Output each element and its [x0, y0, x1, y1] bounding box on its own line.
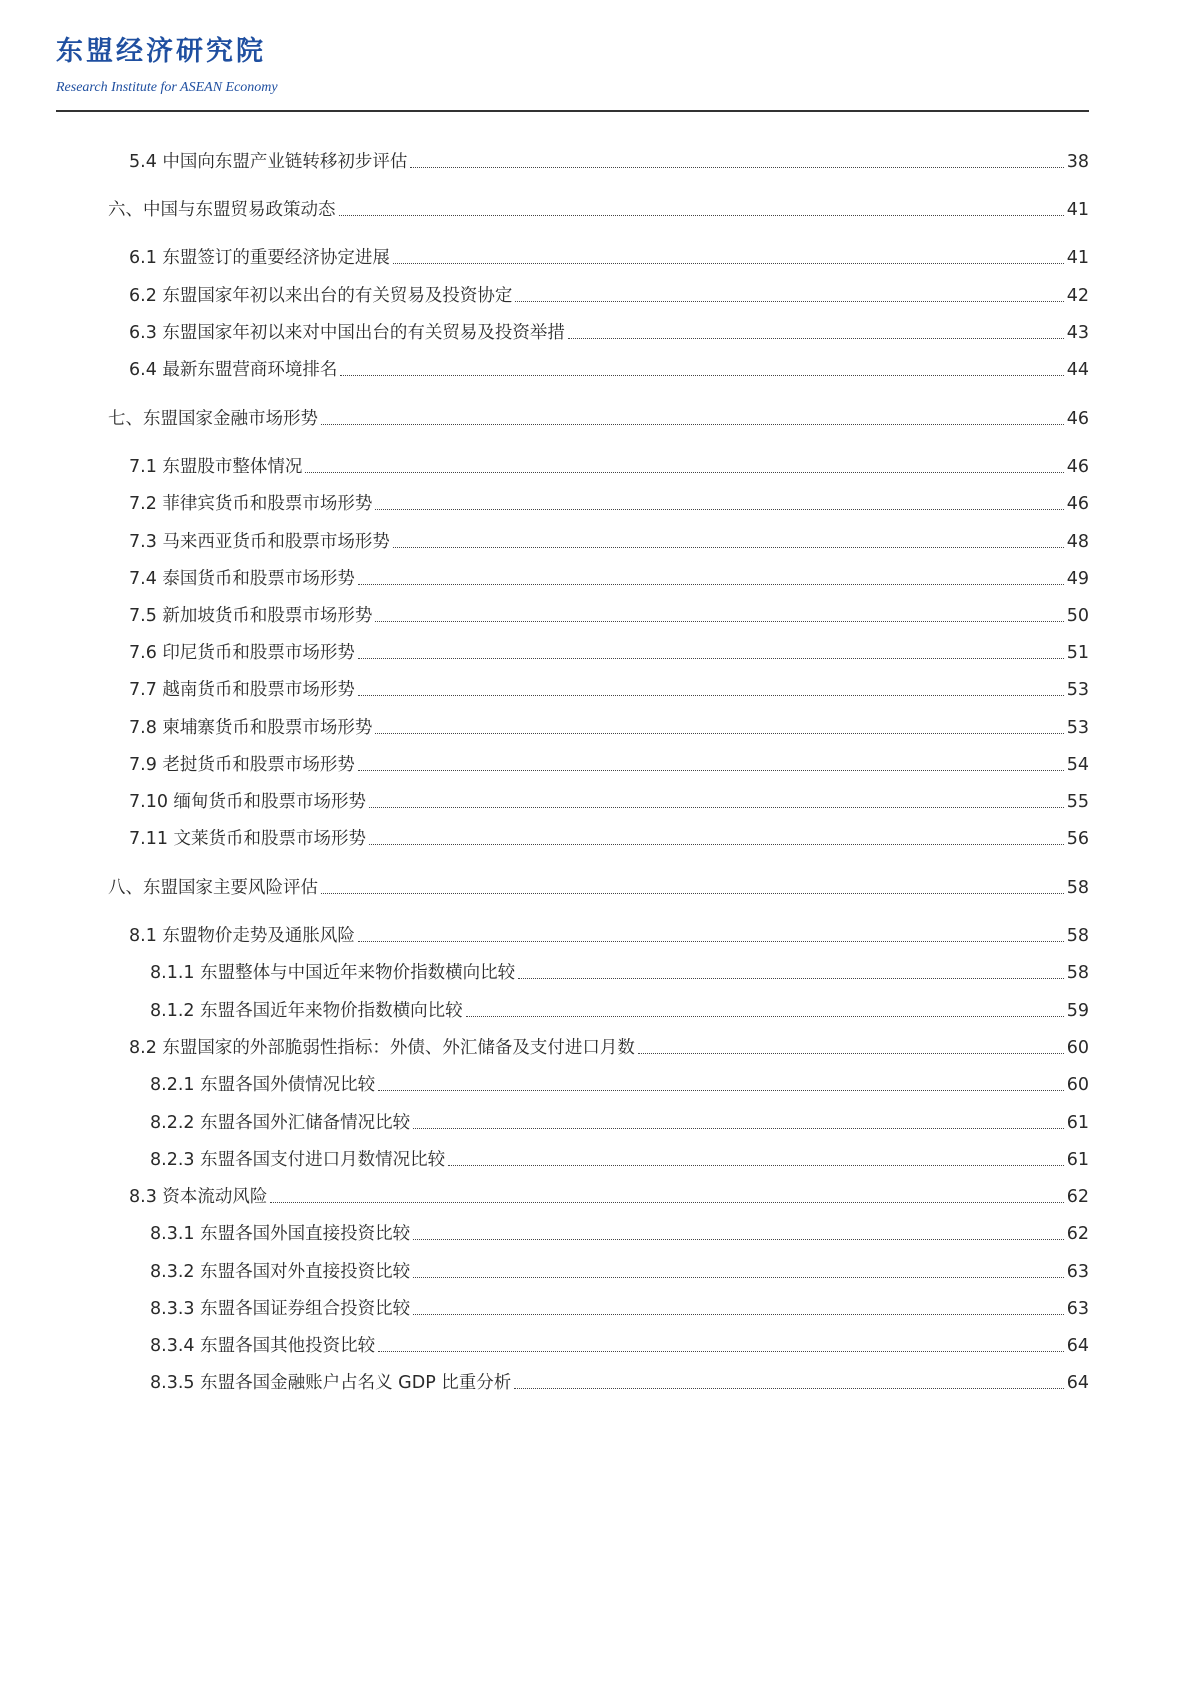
toc-entry[interactable] [150, 1371, 1089, 1395]
toc-dot-leader [321, 893, 1064, 894]
toc-entry-title: 7.9 老挝货币和股票市场形势 [129, 755, 355, 775]
toc-page-number: 41 [1066, 248, 1089, 268]
toc-page-number: 42 [1066, 286, 1089, 306]
toc-entry-title: 8.3.4 东盟各国其他投资比较 [150, 1336, 376, 1356]
toc-dot-leader [393, 263, 1064, 264]
toc-dot-leader [375, 733, 1063, 734]
toc-entry-title: 8.2.2 东盟各国外汇储备情况比较 [150, 1113, 411, 1133]
toc-entry-title: 8.2.3 东盟各国支付进口月数情况比较 [150, 1150, 446, 1170]
toc-dot-leader [448, 1165, 1064, 1166]
toc-page-number: 53 [1066, 718, 1089, 738]
toc-entry[interactable] [129, 284, 1089, 308]
toc-page-number: 49 [1066, 569, 1089, 589]
toc-dot-leader [514, 1388, 1063, 1389]
toc-entry[interactable] [129, 1036, 1089, 1060]
toc-entry-title: 6.1 东盟签订的重要经济协定进展 [129, 248, 390, 268]
toc-entry-title: 8.1 东盟物价走势及通胀风险 [129, 926, 355, 946]
toc-dot-leader [358, 695, 1064, 696]
toc-dot-leader [358, 658, 1064, 659]
toc-page-number: 62 [1066, 1187, 1089, 1207]
toc-entry-title: 8.1.1 东盟整体与中国近年来物价指数横向比较 [150, 963, 516, 983]
toc-entry-title: 8.2 东盟国家的外部脆弱性指标：外债、外汇储备及支付进口月数 [129, 1038, 635, 1058]
toc-entry-title: 6.4 最新东盟营商环境排名 [129, 360, 338, 380]
toc-entry-title: 7.7 越南货币和股票市场形势 [129, 680, 355, 700]
toc-entry[interactable] [150, 1334, 1089, 1358]
toc-dot-leader [375, 621, 1063, 622]
toc-page-number: 62 [1066, 1224, 1089, 1244]
toc-entry-title: 7.10 缅甸货币和股票市场形势 [129, 792, 367, 812]
toc-dot-leader [321, 424, 1064, 425]
toc-entry-title: 7.2 菲律宾货币和股票市场形势 [129, 494, 373, 514]
toc-page-number: 41 [1066, 200, 1089, 220]
toc-dot-leader [413, 1314, 1064, 1315]
toc-entry-title: 六、中国与东盟贸易政策动态 [108, 200, 336, 220]
toc-dot-leader [270, 1202, 1063, 1203]
toc-entry[interactable] [129, 716, 1089, 740]
toc-page-number: 64 [1066, 1336, 1089, 1356]
toc-page-number: 46 [1066, 457, 1089, 477]
toc-page-number: 44 [1066, 360, 1089, 380]
toc-page-number: 54 [1066, 755, 1089, 775]
toc-dot-leader [378, 1090, 1064, 1091]
toc-entry[interactable] [108, 198, 1089, 222]
logo-english: Research Institute for ASEAN Economy [56, 80, 278, 95]
toc-dot-leader [375, 509, 1063, 510]
toc-entry[interactable] [150, 1148, 1089, 1172]
toc-entry[interactable] [129, 827, 1089, 851]
toc-dot-leader [413, 1128, 1064, 1129]
logo-chinese: 东盟经济研究院 [56, 36, 266, 67]
toc-dot-leader [515, 301, 1063, 302]
toc-page-number: 61 [1066, 1150, 1089, 1170]
toc-entry-title: 8.3.1 东盟各国外国直接投资比较 [150, 1224, 411, 1244]
toc-entry-title: 7.4 泰国货币和股票市场形势 [129, 569, 355, 589]
toc-page-number: 63 [1066, 1262, 1089, 1282]
toc-entry-title: 8.3.2 东盟各国对外直接投资比较 [150, 1262, 411, 1282]
toc-entry-title: 8.2.1 东盟各国外债情况比较 [150, 1075, 376, 1095]
toc-entry-title: 8.3.3 东盟各国证券组合投资比较 [150, 1299, 411, 1319]
toc-entry[interactable] [150, 1222, 1089, 1246]
toc-page-number: 46 [1066, 494, 1089, 514]
toc-entry[interactable] [129, 924, 1089, 948]
toc-entry[interactable] [129, 604, 1089, 628]
toc-entry[interactable] [129, 321, 1089, 345]
toc-entry-title: 八、东盟国家主要风险评估 [108, 878, 318, 898]
toc-entry[interactable] [129, 641, 1089, 665]
header-logo [56, 36, 278, 96]
toc-entry[interactable] [150, 1297, 1089, 1321]
toc-entry-title: 7.8 柬埔寨货币和股票市场形势 [129, 718, 373, 738]
toc-dot-leader [393, 547, 1064, 548]
toc-page-number: 50 [1066, 606, 1089, 626]
toc-entry[interactable] [129, 1185, 1089, 1209]
toc-dot-leader [358, 941, 1064, 942]
toc-page-number: 58 [1066, 926, 1089, 946]
toc-entry[interactable] [108, 876, 1089, 900]
toc-page-number: 53 [1066, 680, 1089, 700]
toc-page-number: 60 [1066, 1075, 1089, 1095]
toc-dot-leader [568, 338, 1064, 339]
toc-page-number: 61 [1066, 1113, 1089, 1133]
toc-entry-title: 7.1 东盟股市整体情况 [129, 457, 303, 477]
toc-dot-leader [518, 978, 1064, 979]
toc-page-number: 38 [1066, 152, 1089, 172]
toc-dot-leader [339, 215, 1064, 216]
toc-page-number: 60 [1066, 1038, 1089, 1058]
toc-page-number: 63 [1066, 1299, 1089, 1319]
toc-dot-leader [358, 770, 1064, 771]
toc-dot-leader [305, 472, 1063, 473]
toc-dot-leader [413, 1277, 1064, 1278]
toc-entry-title: 6.2 东盟国家年初以来出台的有关贸易及投资协定 [129, 286, 513, 306]
toc-dot-leader [410, 167, 1063, 168]
toc-entry-title: 8.3.5 东盟各国金融账户占名义 GDP 比重分析 [150, 1373, 512, 1393]
toc-page-number: 56 [1066, 829, 1089, 849]
toc-entry[interactable] [129, 790, 1089, 814]
toc-dot-leader [378, 1351, 1064, 1352]
toc-page-number: 64 [1066, 1373, 1089, 1393]
toc-dot-leader [638, 1053, 1064, 1054]
toc-dot-leader [369, 807, 1064, 808]
toc-entry[interactable] [129, 150, 1089, 174]
toc-entry[interactable] [129, 678, 1089, 702]
toc-page-number: 46 [1066, 409, 1089, 429]
toc-entry[interactable] [108, 407, 1089, 431]
toc-entry-title: 7.11 文莱货币和股票市场形势 [129, 829, 367, 849]
toc-entry[interactable] [129, 246, 1089, 270]
toc-dot-leader [466, 1016, 1064, 1017]
toc-dot-leader [358, 584, 1064, 585]
toc-entry-title: 7.5 新加坡货币和股票市场形势 [129, 606, 373, 626]
toc-dot-leader [340, 375, 1063, 376]
toc-page-number: 43 [1066, 323, 1089, 343]
toc-page-number: 58 [1066, 963, 1089, 983]
toc-entry-title: 七、东盟国家金融市场形势 [108, 409, 318, 429]
toc-dot-leader [413, 1239, 1064, 1240]
toc-entry-title: 6.3 东盟国家年初以来对中国出台的有关贸易及投资举措 [129, 323, 565, 343]
toc-entry[interactable] [129, 492, 1089, 516]
toc-entry-title: 7.6 印尼货币和股票市场形势 [129, 643, 355, 663]
toc-page-number: 55 [1066, 792, 1089, 812]
toc-page-number: 58 [1066, 878, 1089, 898]
toc-page-number: 59 [1066, 1001, 1089, 1021]
toc-entry-title: 5.4 中国向东盟产业链转移初步评估 [129, 152, 408, 172]
toc-entry[interactable] [129, 567, 1089, 591]
toc-page-number: 48 [1066, 532, 1089, 552]
toc-entry[interactable] [129, 358, 1089, 382]
header-divider [56, 110, 1089, 112]
toc-entry[interactable] [129, 530, 1089, 554]
toc-entry-title: 8.3 资本流动风险 [129, 1187, 268, 1207]
toc-entry[interactable] [129, 753, 1089, 777]
toc-entry[interactable] [150, 1111, 1089, 1135]
toc-entry[interactable] [129, 455, 1089, 479]
toc-entry-title: 7.3 马来西亚货币和股票市场形势 [129, 532, 390, 552]
toc-entry[interactable] [150, 1260, 1089, 1284]
toc-dot-leader [369, 844, 1064, 845]
toc-entry[interactable] [150, 961, 1089, 985]
toc-entry[interactable] [150, 999, 1089, 1023]
toc-entry-title: 8.1.2 东盟各国近年来物价指数横向比较 [150, 1001, 463, 1021]
toc-entry[interactable] [150, 1073, 1089, 1097]
toc-page-number: 51 [1066, 643, 1089, 663]
